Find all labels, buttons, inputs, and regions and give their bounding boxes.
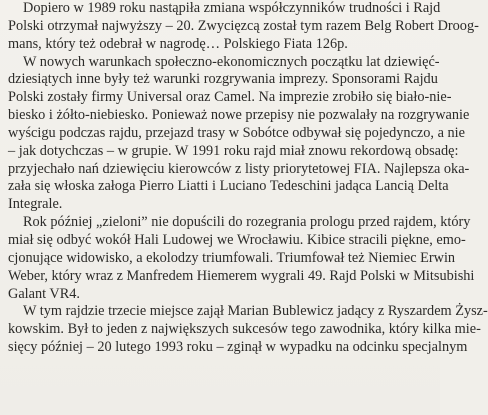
page-text: [8, 0, 488, 357]
text-line: przyjechało nań dziewięciu kierowców z listy priorytetowej FIA. Najlepsza oka-: [8, 160, 470, 177]
text-line: biesko i żółto-niebiesko. Ponieważ nowe przepisy nie pozwalały na rozgrywanie: [8, 107, 470, 124]
paragraph: [8, 53, 470, 215]
text-line: Dopiero w 1989 roku nastąpiła zmiana współczynników trudności i Rajd: [23, 0, 441, 16]
text-line: W tym rajdzie trzecie miejsce zajął Marian Bublewicz jadący z Ryszardem Żysz-: [23, 303, 488, 320]
text-line: W nowych warunkach społeczno-ekonomicznych początku lat dziewięć-: [23, 53, 440, 70]
text-line: – jak dotychczas – w grupie. W 1991 roku rajd miał znowu rekordową obsadę:: [8, 142, 459, 159]
text-line: Galant VR4.: [8, 285, 81, 302]
text-line: kowskim. Był to jeden z największych sukcesów tego zawodnika, który kilka mie-: [8, 321, 481, 338]
text-line: zała się włoska załoga Pierro Liatti i Luciano Tedeschini jadąca Lancią Delta: [8, 178, 449, 195]
text-line: Polski zostały firmy Universal oraz Camel. Na imprezie zrobiło się biało-nie-: [8, 89, 452, 106]
text-line: wyścigu podczas rajdu, przejazd trasy w Sobótce odbywał się pojedynczo, a nie: [8, 124, 465, 141]
text-line: mans, który też odebrał w nagrodę… Polskiego Fiata 126p.: [8, 35, 348, 52]
text-line: cjonujące widowisko, a ekolodzy triumfowali. Triumfował też Niemiec Erwin: [8, 249, 456, 266]
text-line: miał się odbyć wokół Hali Ludowej we Wrocławiu. Kibice stracili piękne, emo-: [8, 231, 466, 248]
text-line: dziesiątych inne były też warunki rozgrywania imprezy. Sponsorami Rajdu: [8, 71, 438, 88]
text-line: Weber, który wraz z Manfredem Hiemerem wygrali 49. Rajd Polski w Mitsubishi: [8, 267, 475, 284]
paragraph: [8, 303, 488, 357]
paragraph: [8, 214, 475, 303]
text-line: sięcy później – 20 lutego 1993 roku – zginął w wypadku na odcinku specjalnym: [8, 339, 468, 356]
text-line: Integrale.: [8, 196, 63, 213]
text-line: Rok później „zieloni” nie dopuścili do rozegrania prologu przed rajdem, który: [23, 214, 471, 231]
paragraph: [8, 0, 479, 54]
text-line: Polski otrzymał najwyższy – 20. Zwycięzcą został tym razem Belg Robert Droog-: [8, 17, 479, 34]
